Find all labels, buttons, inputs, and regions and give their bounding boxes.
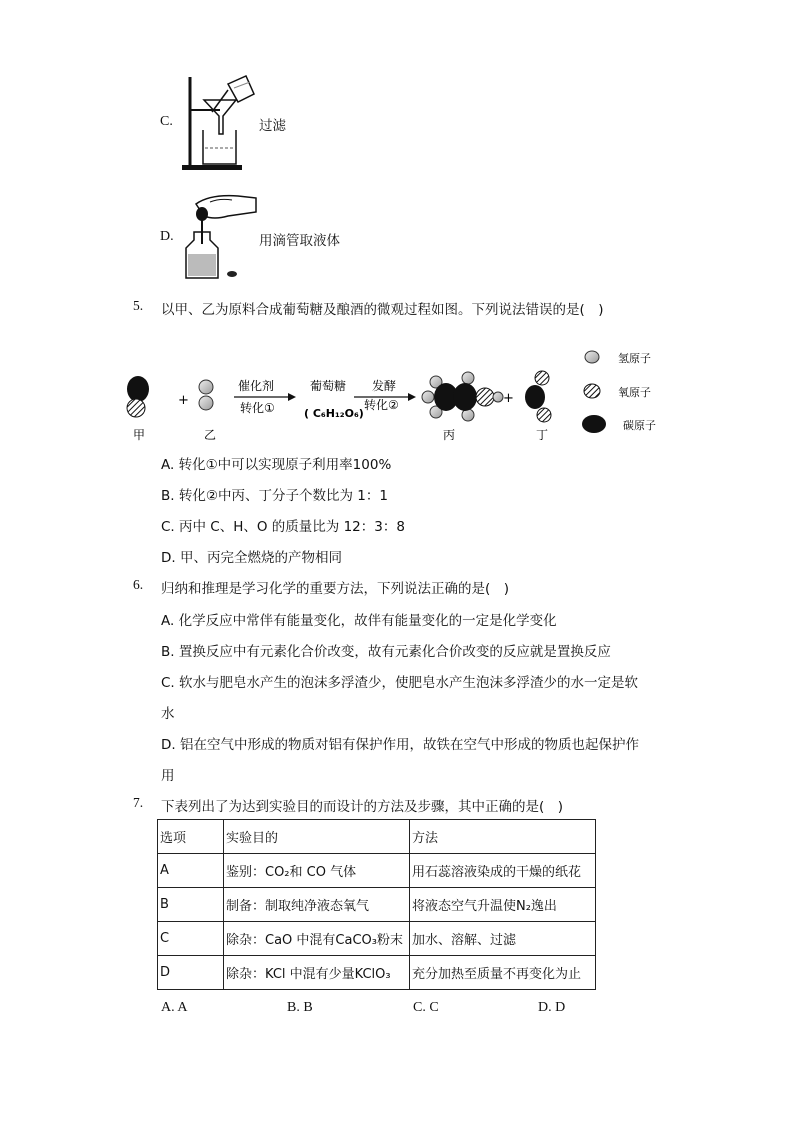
arrow2-top-label: 发酵 [372,379,397,393]
q7-stem: 下表列出了为达到实验目的而设计的方法及步骤，其中正确的是( ) [161,799,564,815]
table-cell: 鉴别：CO₂和 CO 气体 [224,854,410,888]
table-row [158,854,596,888]
q6-number: 6. [133,577,144,592]
arrow2-head [408,393,416,401]
legend-carbon-label: 碳原子 [623,419,656,432]
q6-option-c: C. 软水与肥皂水产生的泡沫多浮渣少，使肥皂水产生泡沫多浮渣少的水一定是软 [161,675,639,691]
q5-option-d: D. 甲、丙完全燃烧的产物相同 [161,550,342,566]
label-ding: 丁 [536,428,549,442]
legend-oxygen-label: 氧原子 [618,386,651,399]
q5-option-a: A. 转化①中可以实现原子利用率100% [161,457,392,473]
q7-answer-a: A. A [161,1000,188,1015]
table-cell: 用石蕊溶液染成的干燥的纸花 [410,854,596,888]
q5-option-b: B. 转化②中丙、丁分子个数比为 1：1 [161,488,388,504]
atom-legend [582,351,656,433]
legend-hydrogen-label: 氢原子 [618,352,651,365]
q5-number: 5. [133,298,144,313]
glucose-label: 葡萄糖 [310,379,347,393]
table-cell: 将液态空气升温使N₂逸出 [410,888,596,922]
q7-answer-d: D. D [538,1000,566,1015]
q6-option-b: B. 置换反应中有元素化合价改变，故有元素化合价改变的反应就是置换反应 [161,644,611,660]
table-cell: B [158,888,224,922]
q6-stem: 归纳和推理是学习化学的重要方法，下列说法正确的是( ) [161,581,510,597]
table-cell: C [158,922,224,956]
option-d-label: D. [160,229,174,244]
table-cell: A [158,854,224,888]
table-cell: 充分加热至质量不再变化为止 [410,956,596,990]
label-yi: 乙 [204,428,217,442]
arrow1-top-label: 催化剂 [238,379,275,393]
table-cell: 制备：制取纯净液态氧气 [224,888,410,922]
label-bing: 丙 [443,428,456,442]
table-cell: 除杂：KCl 中混有少量KClO₃ [224,956,410,990]
glucose-formula: ( C₆H₁₂O₆) [304,407,364,420]
table-row [158,956,596,990]
table-header-cell: 实验目的 [224,820,410,854]
q6-option-d: D. 铝在空气中形成的物质对铝有保护作用，故铁在空气中形成的物质也起保护作 [161,737,639,753]
table-cell: D [158,956,224,990]
legend-carbon-icon [582,415,606,433]
molecule-bing [422,372,503,421]
q5-molecule-diagram [118,342,678,448]
table-header-cell: 选项 [158,820,224,854]
molecule-jia [127,376,149,417]
q6-option-a: A. 化学反应中常伴有能量变化，故伴有能量变化的一定是化学变化 [161,613,557,629]
option-d-text: 用滴管取液体 [259,233,340,249]
q7-number: 7. [133,795,144,810]
option-c-label: C. [160,114,173,129]
table-cell: 除杂：CaO 中混有CaCO₃粉末 [224,922,410,956]
table-row [158,888,596,922]
arrow2-bottom-label: 转化② [364,398,399,412]
molecule-yi [199,380,213,410]
q7-answer-b: B. B [287,1000,313,1015]
q6-option-c-cont: 水 [161,706,175,722]
q7-answer-c: C. C [413,1000,439,1015]
q5-option-c: C. 丙中 C、H、O 的质量比为 12：3：8 [161,519,405,535]
molecule-ding [525,371,551,422]
option-c-text: 过滤 [259,118,286,134]
table-header-cell: 方法 [410,820,596,854]
table-row [158,922,596,956]
q5-stem: 以甲、乙为原料合成葡萄糖及酿酒的微观过程如图。下列说法错误的是( ) [161,302,604,318]
q6-option-d-cont: 用 [161,768,175,784]
table-header-row [158,820,596,854]
dropper-apparatus-image [180,192,260,284]
plus-sign-2: + [503,391,514,406]
table-cell: 加水、溶解、过滤 [410,922,596,956]
legend-hydrogen-icon [585,351,599,363]
label-jia: 甲 [133,428,146,442]
filtration-apparatus-image [178,72,260,172]
arrow1-bottom-label: 转化① [240,401,275,415]
q7-table [157,819,596,990]
plus-sign: + [178,393,189,408]
arrow1-head [288,393,296,401]
legend-oxygen-icon [584,384,600,398]
